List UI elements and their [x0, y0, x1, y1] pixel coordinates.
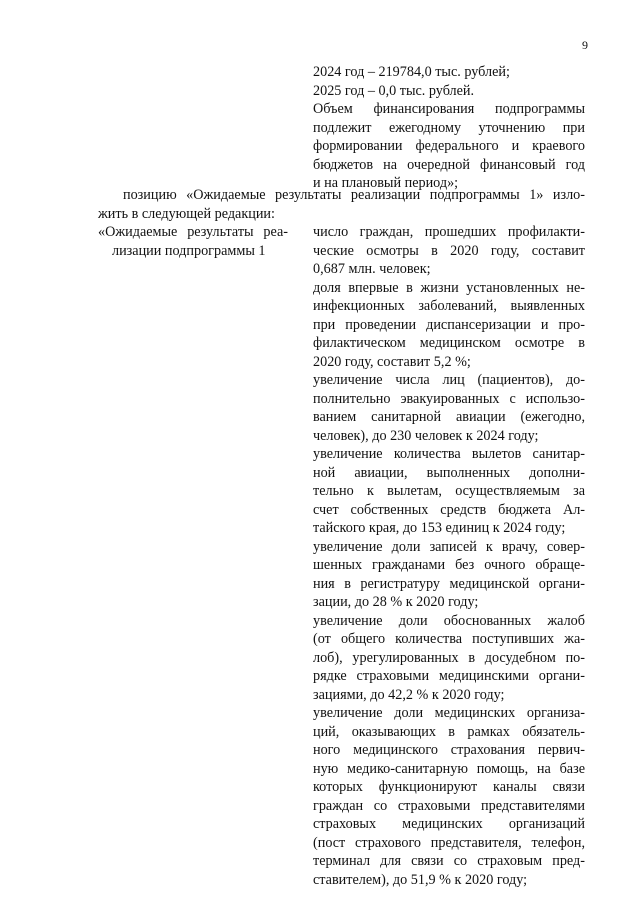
result-item: [313, 704, 585, 889]
result-line: ставителем), до 51,9 % к 2020 году;: [313, 871, 528, 888]
result-line: число граждан, прошедших профилакти-: [313, 224, 585, 240]
result-line: рядке страховыми медицинскими органи-: [313, 668, 585, 684]
result-item: [313, 371, 585, 445]
result-line: счет собственных средств бюджета Ал-: [313, 501, 585, 518]
result-line: страховых медицинских организаций: [313, 816, 585, 832]
result-line: увеличение доли обоснованных жалоб: [313, 612, 585, 629]
result-item: [313, 279, 585, 372]
result-line: 2020 году, составит 5,2 %;: [313, 353, 471, 370]
result-line: ного медицинского страхования первич-: [313, 742, 585, 758]
result-line: полнительно эвакуированных с использо-: [313, 390, 585, 407]
result-line: доля впервые в жизни установленных не-: [313, 279, 585, 296]
result-item: [313, 223, 585, 279]
result-line: увеличение количества вылетов санитар-: [313, 446, 585, 462]
financing-line-2025: 2025 год – 0,0 тыс. рублей.: [313, 82, 475, 99]
result-line: увеличение доли записей к врачу, совер-: [313, 538, 585, 555]
result-line: (от общего количества поступивших жа-: [313, 631, 585, 647]
result-line: которых функционируют каналы связи: [313, 779, 585, 795]
result-line: терминал для связи со страховым пред-: [313, 853, 585, 869]
result-line: тайского края, до 153 единиц к 2024 году;: [313, 520, 566, 536]
result-line: зации, до 28 % к 2020 году;: [313, 594, 479, 610]
result-line: шенных гражданами без очного обраще-: [313, 557, 585, 573]
financing-note: Объем финансирования подпрограммы подлежит ежегодному уточнению при формировании федерального и краевого бюджетов на очередной финансовый год и на плановый период»;: [313, 101, 585, 191]
result-line: (пост страхового представителя, телефон,: [313, 834, 585, 851]
result-line: увеличение числа лиц (пациентов), до-: [313, 372, 585, 388]
result-line: ния в регистратуру медицинской органи-: [313, 575, 585, 592]
result-line: тельно к вылетам, осуществляемым за: [313, 483, 585, 499]
result-line: зациями, до 42,2 % к 2020 году;: [313, 686, 505, 703]
result-line: граждан со страховыми представителями: [313, 797, 585, 814]
result-line: лоб), урегулированных в досудебном по-: [313, 649, 585, 666]
instruction-line-2: жить в следующей редакции:: [98, 206, 275, 222]
result-line: филактическом медицинском осмотре в: [313, 335, 585, 351]
result-line: ческие осмотры в 2020 году, составит: [313, 242, 585, 259]
result-line: 0,687 млн. человек;: [313, 261, 431, 277]
financing-line-2024: 2024 год – 219784,0 тыс. рублей;: [313, 64, 510, 80]
result-line: ную медико-санитарную помощь, на базе: [313, 760, 585, 777]
page-number: 9: [582, 38, 588, 52]
instruction-line-1: позицию «Ожидаемые результаты реализации подпрограммы 1» изло-: [123, 187, 585, 203]
expected-results-list: [313, 223, 585, 889]
financing-block: [313, 63, 585, 193]
result-line: инфекционных заболеваний, выявленных: [313, 298, 585, 314]
result-line: увеличение доли медицинских организа-: [313, 705, 585, 721]
result-line: при проведении диспансеризации и про-: [313, 316, 585, 333]
result-line: ной авиации, выполненных дополни-: [313, 464, 585, 481]
result-line: ванием санитарной авиации (ежегодно,: [313, 409, 585, 425]
result-line: ций, оказывающих в рамках обязатель-: [313, 723, 585, 740]
result-item: [313, 612, 585, 705]
result-item: [313, 538, 585, 612]
result-line: человек), до 230 человек к 2024 году;: [313, 427, 539, 444]
result-item: [313, 445, 585, 538]
results-label: «Ожидаемые результаты реа- лизации подпрограммы 1: [98, 224, 288, 259]
